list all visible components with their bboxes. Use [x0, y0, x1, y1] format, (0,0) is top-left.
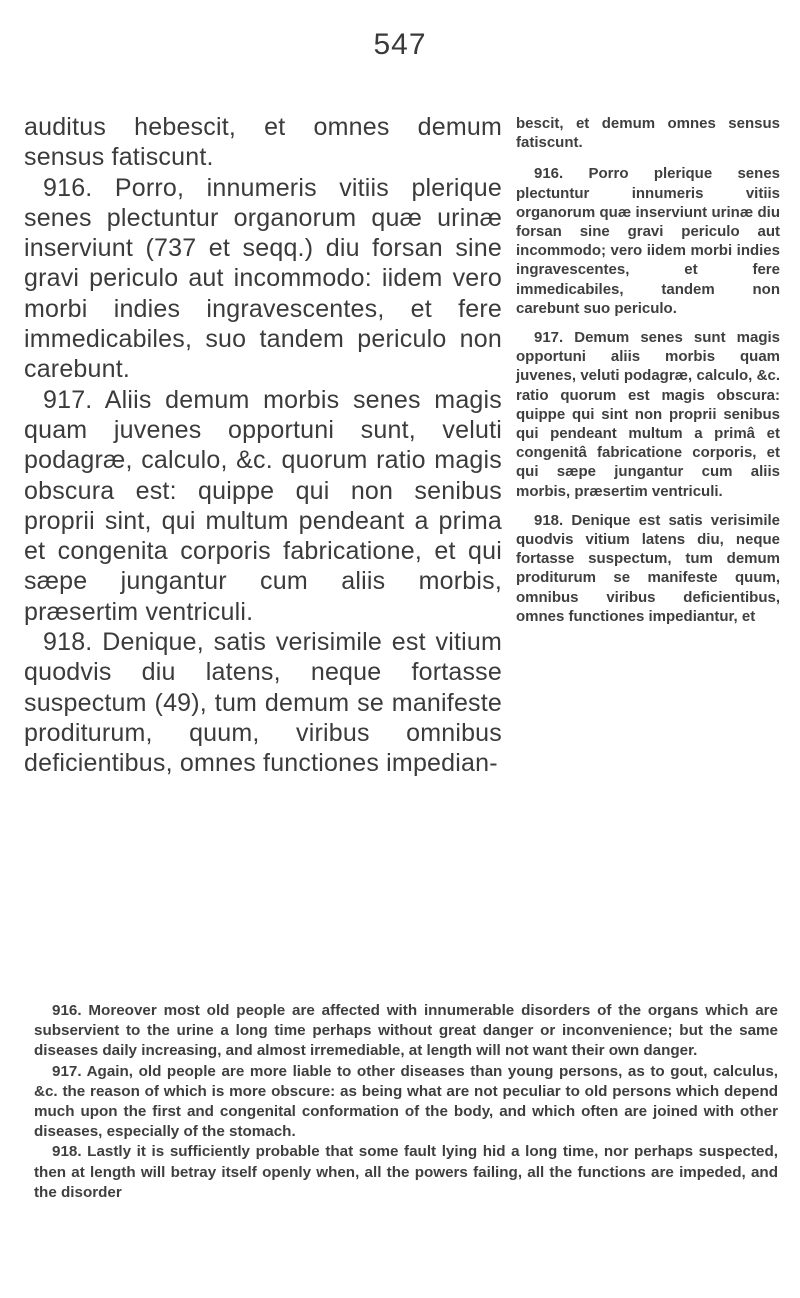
english-translation: [34, 1001, 778, 1203]
main-paragraph-917: 917. Aliis demum morbis senes magis quam juvenes opportuni sunt, veluti podagræ, calculo, &c. quorum ratio magis obscura est: quippe qui non senibus proprii sint, qui multum pendeant a prima et congenita corporis fabricatione, et qui sæpe jungantur cum aliis morbis, præsertim ventriculi.: [24, 385, 502, 626]
side-latin-column: [516, 114, 780, 636]
translation-paragraph-918: 918. Lastly it is sufficiently probable that some fault lying hid a long time, nor perhaps suspected, then at length will betray itself openly when, all the powers failing, all the functions are impeded, and the disorder: [34, 1143, 778, 1201]
main-paragraph-918: 918. Denique, satis verisimile est vitium quodvis diu latens, neque fortasse suspectum (49), tum demum se manifeste proditurum, quum, viribus omnibus deficientibus, omnes functiones impedian-: [24, 628, 502, 778]
side-paragraph-918: 918. Denique est satis verisimile quodvis vitium latens diu, neque fortasse suspectum, tum demum proditurum se manifeste quum, omnibus viribus deficientibus, omnes functiones impediantur, et: [516, 511, 780, 625]
main-continuation: auditus hebescit, et omnes demum sensus fatiscunt.: [24, 113, 502, 172]
translation-paragraph-916: 916. Moreover most old people are affected with innumerable disorders of the organs which are subservient to the urine a long time perhaps without great danger or inconvenience; but the same diseases daily increasing, and almost irremediable, at length will not want their own danger.: [34, 1002, 778, 1060]
side-paragraph-917: 917. Demum senes sunt magis opportuni aliis morbis quam juvenes, veluti podagræ, calculo, &c. ratio quorum est magis obscura: quippe qui sint non proprii senibus qui pendeant multum a primâ et congenitâ fabricatione corporis, et qui sæpe jungantur cum aliis morbis, præsertim ventriculi.: [516, 329, 780, 500]
translation-paragraph-917: 917. Again, old people are more liable to other diseases than young persons, as to gout, calculus, &c. the reason of which is more obscure: as being what are not peculiar to old persons which depend much upon the first and congenital conformation of the body, and which often are joined with other diseases, especially of the stomach.: [34, 1062, 778, 1141]
side-continuation: bescit, et demum omnes sensus fatiscunt.: [516, 115, 780, 152]
main-latin-column: [24, 112, 502, 779]
page-number: 547: [373, 28, 427, 61]
side-paragraph-916: 916. Porro plerique senes plectuntur innumeris vitiis organorum quæ inserviunt urinæ diu forsan sine gravi periculo aut incommodo; vero iidem morbi indies ingravescentes, et fere immedicabiles, tandem non carebunt suo periculo.: [516, 165, 780, 317]
main-paragraph-916: 916. Porro, innumeris vitiis plerique senes plectuntur organorum quæ urinæ inserviunt (737 et seqq.) diu forsan sine gravi periculo aut incommodo: iidem vero morbi indies ingravescentes, et fere immedicabiles, suo tandem periculo non carebunt.: [24, 173, 502, 384]
